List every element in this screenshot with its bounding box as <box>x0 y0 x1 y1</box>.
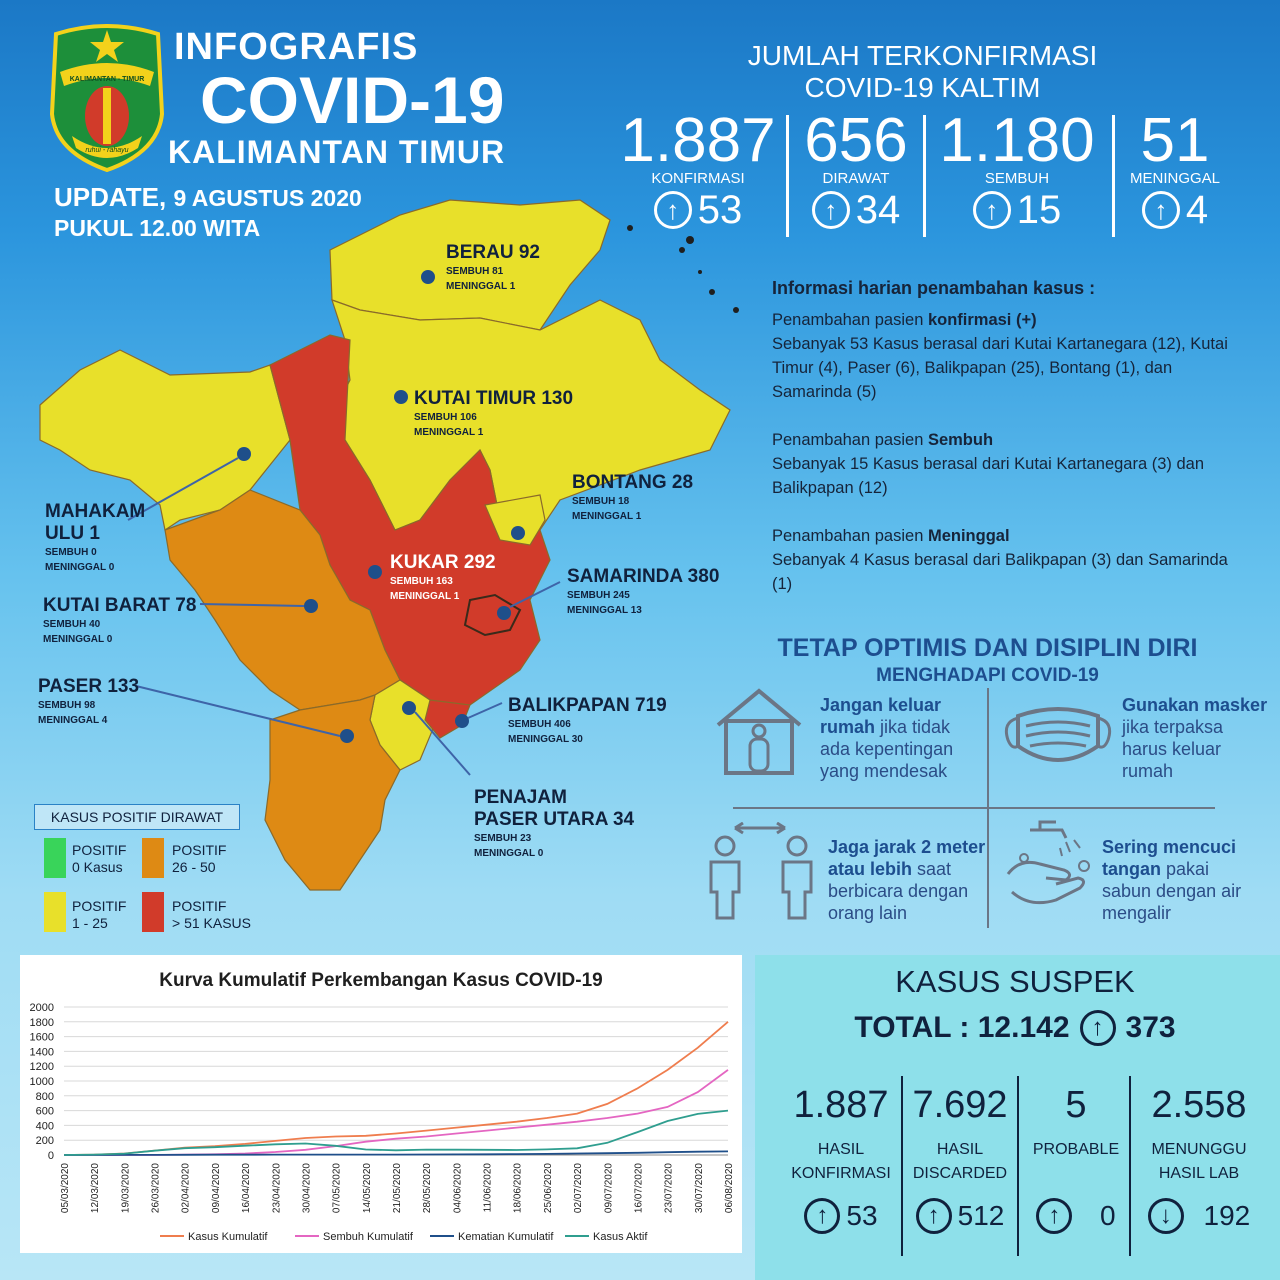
suspek-divider <box>1129 1076 1131 1256</box>
region-name: SAMARINDA 380 <box>567 566 720 587</box>
region-name: KUKAR 292 <box>390 552 496 573</box>
x-tick-label: 12/03/2020 <box>90 1163 102 1214</box>
info-konfirmasi: Penambahan pasien konfirmasi (+) Sebanyak 53 Kasus berasal dari Kutai Kartanegara (12), Kutai Timur (4), Paser (6), Balikpapan (25), Bontang (1), dan Samarinda (5) <box>772 311 1228 401</box>
region-meninggal: MENINGGAL 1 <box>446 281 516 292</box>
region-name: BALIKPAPAN 719 <box>508 695 667 716</box>
x-tick-label: 26/03/2020 <box>150 1163 162 1214</box>
cumulative-chart <box>20 955 742 1253</box>
arrow-up-icon: ↑ <box>1142 191 1180 229</box>
x-tick-label: 28/05/2020 <box>422 1163 434 1214</box>
y-tick-label: 1200 <box>29 1061 54 1074</box>
label-mahakam-ulu <box>45 501 145 575</box>
series-line-1 <box>64 1070 728 1155</box>
legend-label: Kasus Aktif <box>593 1231 648 1243</box>
y-tick-label: 0 <box>47 1150 54 1162</box>
stat-divider <box>1112 115 1115 237</box>
region-meninggal: MENINGGAL 1 <box>572 511 642 522</box>
arrow-down-icon: ↓ <box>1148 1198 1184 1234</box>
title-region: KALIMANTAN TIMUR <box>168 134 506 170</box>
suspek-increase: 53 <box>846 1200 878 1231</box>
tip-use-mask: Gunakan masker jika terpaksa harus keluar rumah <box>1122 695 1268 781</box>
info-meninggal: Penambahan pasien Meninggal Sebanyak 4 Kasus berasal dari Balikpapan (3) dan Samarinda (1) <box>772 527 1228 593</box>
summary-heading-line2: COVID-19 KALTIM <box>804 72 1041 103</box>
x-tick-label: 11/06/2020 <box>482 1163 494 1213</box>
legend-item-2: POSITIF 1 - 25 <box>72 898 127 931</box>
stat-meninggal <box>1116 106 1234 233</box>
x-tick-label: 16/04/2020 <box>241 1163 253 1214</box>
region-meninggal: MENINGGAL 4 <box>38 715 108 726</box>
title-covid: COVID-19 <box>200 63 505 137</box>
suspek-menunggu: 2.558 MENUNGGU HASIL LAB ↓ 192 <box>1134 1080 1264 1234</box>
legend-label: Kasus Kumulatif <box>188 1231 268 1243</box>
tips-divider-h <box>733 807 1215 809</box>
logo-text-top: KALIMANTAN - TIMUR <box>69 76 145 83</box>
suspek-divider <box>901 1076 903 1256</box>
stat-increase: 4 <box>1185 188 1209 232</box>
region-sembuh: SEMBUH 245 <box>567 590 630 601</box>
label-samarinda <box>567 566 719 618</box>
legend-item-0: POSITIF 0 Kasus <box>72 842 127 875</box>
y-tick-label: 1800 <box>29 1016 54 1029</box>
summary-heading <box>700 40 1145 104</box>
suspek-value: 1.887 <box>793 1084 889 1126</box>
legend-swatch-red <box>142 892 164 932</box>
daily-info <box>772 276 1242 620</box>
region-sembuh: SEMBUH 81 <box>446 266 504 277</box>
y-tick-label: 400 <box>35 1120 54 1133</box>
arrow-up-icon: ↑ <box>654 191 692 229</box>
suspek-value: 2.558 <box>1151 1084 1247 1126</box>
arrow-up-icon: ↑ <box>804 1198 840 1234</box>
update-date-value: 9 AGUSTUS 2020 <box>173 185 362 211</box>
label-bontang <box>572 472 693 524</box>
x-tick-label: 05/03/2020 <box>60 1163 71 1214</box>
chart-svg <box>20 955 742 1253</box>
stat-increase: 53 <box>697 188 743 232</box>
region-meninggal: MENINGGAL 1 <box>414 427 484 438</box>
region-name: BERAU 92 <box>446 242 540 263</box>
suspek-total <box>755 1010 1275 1046</box>
region-name-line2: ULU 1 <box>45 523 100 544</box>
x-tick-label: 02/07/2020 <box>573 1163 585 1214</box>
region-sembuh: SEMBUH 40 <box>43 619 101 630</box>
stat-dirawat <box>792 106 920 233</box>
stat-label: MENINGGAL <box>1129 170 1220 187</box>
legend-swatch-orange <box>142 838 164 878</box>
stat-increase: 34 <box>855 188 901 232</box>
y-tick-label: 1000 <box>29 1076 54 1088</box>
x-tick-label: 09/04/2020 <box>210 1163 222 1214</box>
region-name: PASER 133 <box>38 676 140 697</box>
region-meninggal: MENINGGAL 1 <box>390 591 460 602</box>
region-sembuh: SEMBUH 18 <box>572 496 630 507</box>
legend-title: KASUS POSITIF DIRAWAT <box>34 804 240 830</box>
region-meninggal: MENINGGAL 0 <box>45 562 115 573</box>
stat-value: 656 <box>804 106 908 175</box>
legend-swatch-yellow <box>44 892 66 932</box>
label-berau <box>446 242 540 294</box>
stat-value: 1.180 <box>939 106 1095 175</box>
stat-divider <box>923 115 926 237</box>
x-tick-label: 06/08/2020 <box>724 1163 735 1214</box>
region-name-line2: PASER UTARA 34 <box>474 809 635 830</box>
legend-swatch-green <box>44 838 66 878</box>
suspek-probable: 5 PROBABLE ↑ 0 <box>1020 1080 1132 1234</box>
label-kukar <box>390 552 496 604</box>
region-meninggal: MENINGGAL 13 <box>567 605 642 616</box>
arrow-up-icon: ↑ <box>1036 1198 1072 1234</box>
y-tick-label: 800 <box>35 1090 54 1103</box>
region-name: MAHAKAM <box>45 501 146 522</box>
social-distance-icon <box>705 822 817 922</box>
legend-item-3: POSITIF > 51 KASUS <box>172 898 251 931</box>
stat-value: 51 <box>1140 106 1210 175</box>
y-tick-label: 200 <box>35 1135 54 1148</box>
arrow-up-icon: ↑ <box>1080 1010 1116 1046</box>
x-tick-label: 16/07/2020 <box>633 1163 645 1214</box>
x-tick-label: 30/07/2020 <box>693 1163 705 1214</box>
label-paser <box>38 676 139 728</box>
arrow-up-icon: ↑ <box>973 191 1011 229</box>
x-tick-label: 18/06/2020 <box>512 1163 524 1214</box>
suspek-total-label: TOTAL : 12.142 <box>854 1011 1070 1044</box>
suspek-increase: 0 <box>1099 1200 1116 1231</box>
arrow-up-icon: ↑ <box>916 1198 952 1234</box>
region-name: BONTANG 28 <box>572 472 694 493</box>
suspek-discarded: 7.692 HASIL DISCARDED ↑ 512 <box>904 1080 1016 1234</box>
x-tick-label: 07/05/2020 <box>331 1163 343 1214</box>
y-tick-label: 1600 <box>29 1031 54 1044</box>
y-tick-label: 600 <box>35 1105 54 1118</box>
stat-label: DIRAWAT <box>822 170 890 187</box>
x-tick-label: 23/07/2020 <box>663 1163 675 1214</box>
title-infografis: INFOGRAFIS <box>174 26 419 68</box>
suspek-title: KASUS SUSPEK <box>895 964 1135 999</box>
suspek-konfirmasi: 1.887 HASIL KONFIRMASI ↑ 53 <box>782 1080 900 1234</box>
stat-label: SEMBUH <box>984 170 1050 187</box>
stat-sembuh <box>928 106 1106 233</box>
logo-text-bottom: ruhui - rahayu <box>85 147 129 154</box>
region-meninggal: MENINGGAL 0 <box>474 848 544 859</box>
region-sembuh: SEMBUH 98 <box>38 700 96 711</box>
summary-heading-line1: JUMLAH TERKONFIRMASI <box>747 40 1098 71</box>
suspek-value: 7.692 <box>912 1084 1008 1126</box>
stat-increase: 15 <box>1016 188 1062 232</box>
series-line-2 <box>64 1151 728 1155</box>
region-sembuh: SEMBUH 163 <box>390 576 453 587</box>
label-penajam-paser-utara <box>474 787 634 861</box>
legend-label: Kematian Kumulatif <box>458 1231 554 1243</box>
x-tick-label: 23/04/2020 <box>271 1163 283 1214</box>
x-tick-label: 30/04/2020 <box>301 1163 313 1214</box>
region-sembuh: SEMBUH 406 <box>508 719 571 730</box>
tip-keep-distance: Jaga jarak 2 meter atau lebih saat berbicara dengan orang lain <box>828 837 986 923</box>
suspek-value: 5 <box>1065 1084 1087 1126</box>
x-tick-label: 21/05/2020 <box>392 1163 403 1214</box>
legend-label: Sembuh Kumulatif <box>323 1231 413 1243</box>
y-tick-label: 1400 <box>29 1046 54 1059</box>
tips-heading: TETAP OPTIMIS DAN DISIPLIN DIRI <box>777 634 1198 662</box>
info-sembuh: Penambahan pasien Sembuh Sebanyak 15 Kasus berasal dari Kutai Kartanegara (3) dan Balikpapan (12) <box>772 431 1205 497</box>
chart-title: Kurva Kumulatif Perkembangan Kasus COVID-19 <box>159 970 603 991</box>
suspek-increase: 192 <box>1203 1200 1251 1231</box>
stat-label: KONFIRMASI <box>651 170 745 187</box>
label-kutai-timur <box>414 388 573 440</box>
stat-value: 1.887 <box>620 106 776 175</box>
region-meninggal: MENINGGAL 30 <box>508 734 583 745</box>
region-sembuh: SEMBUH 23 <box>474 833 532 844</box>
tip-wash-hands: Sering mencuci tangan pakai sabun dengan air mengalir <box>1102 837 1242 923</box>
x-tick-label: 02/04/2020 <box>180 1163 192 1214</box>
update-time: PUKUL 12.00 WITA <box>54 215 261 241</box>
x-tick-label: 14/05/2020 <box>361 1163 373 1214</box>
suspek-divider <box>1017 1076 1019 1256</box>
region-name: PENAJAM <box>474 787 567 808</box>
daily-info-heading: Informasi harian penambahan kasus : <box>772 278 1096 298</box>
hand-wash-icon <box>1000 818 1096 910</box>
region-sembuh: SEMBUH 106 <box>414 412 477 423</box>
kalimantan-timur-emblem <box>46 24 168 174</box>
mask-icon <box>1000 700 1116 772</box>
x-tick-label: 04/06/2020 <box>452 1163 464 1214</box>
region-meninggal: MENINGGAL 0 <box>43 634 113 645</box>
house-icon <box>712 685 806 777</box>
label-balikpapan <box>508 695 667 747</box>
tips-subheading: MENGHADAPI COVID-19 <box>876 665 1099 686</box>
region-name: KUTAI BARAT 78 <box>43 595 197 616</box>
region-name: KUTAI TIMUR 130 <box>414 388 574 409</box>
x-tick-label: 19/03/2020 <box>120 1163 132 1214</box>
stat-divider <box>786 115 789 237</box>
y-tick-label: 2000 <box>29 1002 54 1014</box>
update-label: UPDATE, <box>54 182 167 212</box>
tip-stay-home: Jangan keluar rumah jika tidak ada kepentingan yang mendesak <box>820 695 954 781</box>
arrow-up-icon: ↑ <box>812 191 850 229</box>
suspek-total-increase: 373 <box>1125 1011 1176 1044</box>
label-kutai-barat <box>43 595 196 647</box>
x-tick-label: 09/07/2020 <box>603 1163 615 1214</box>
x-tick-label: 25/06/2020 <box>542 1163 554 1214</box>
legend-item-1: POSITIF 26 - 50 <box>172 842 227 875</box>
region-sembuh: SEMBUH 0 <box>45 547 97 558</box>
suspek-increase: 512 <box>957 1200 1005 1231</box>
